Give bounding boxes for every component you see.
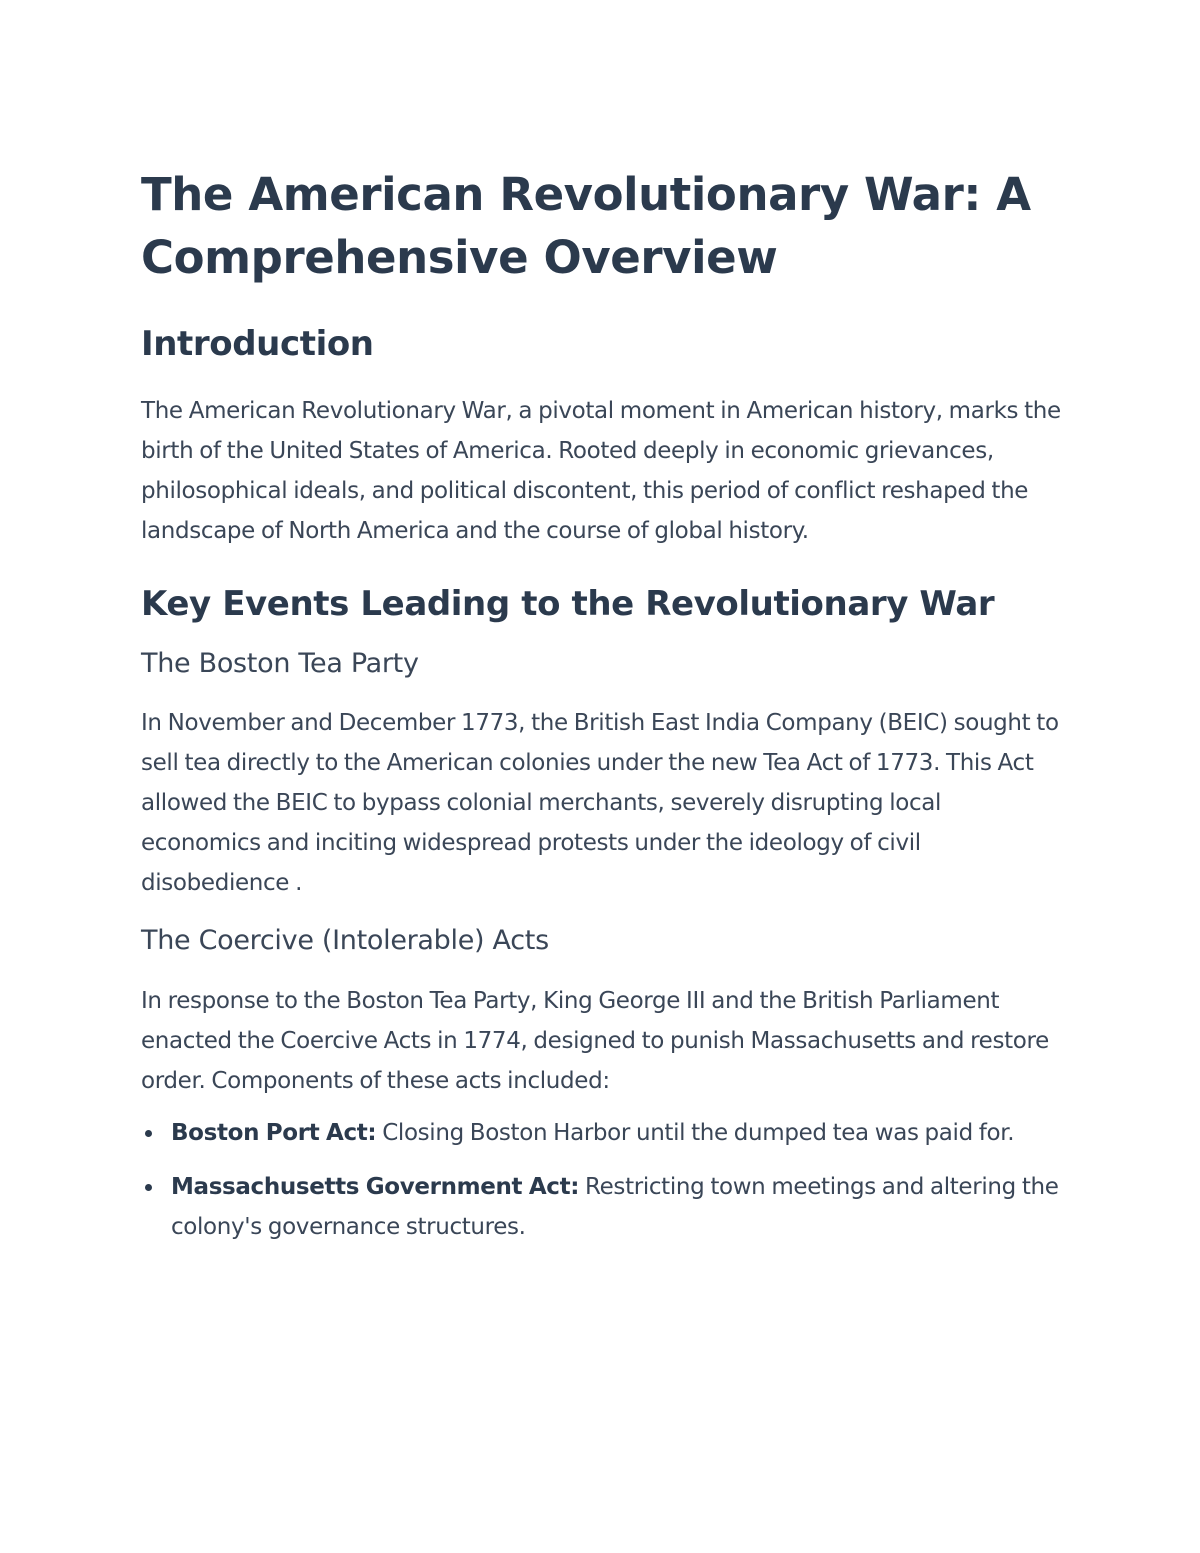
list-item-massachusetts-government-act bbox=[141, 1167, 1061, 1247]
list-item-text: Closing Boston Harbor until the dumped tea was paid for. bbox=[376, 1120, 1015, 1146]
list-item-term: Boston Port Act: bbox=[171, 1120, 377, 1146]
introduction-paragraph: The American Revolutionary War, a pivotal moment in American history, marks the birth of the United States of America. Rooted deeply in economic grievances, philosophical ideals, and political discontent, this period of conflict reshaped the landscape of North America and the course of global history. bbox=[141, 398, 1061, 544]
bullet-icon bbox=[145, 1130, 152, 1137]
bullet-icon bbox=[145, 1184, 152, 1191]
coercive-acts-paragraph: In response to the Boston Tea Party, King George III and the British Parliament enacted the Coercive Acts in 1774, designed to punish Massachusetts and restore order. Components of these acts included: bbox=[141, 988, 1049, 1094]
boston-tea-party-paragraph: In November and December 1773, the British East India Company (BEIC) sought to sell tea directly to the American colonies under the new Tea Act of 1773. This Act allowed the BEIC to bypass colonial merchants, severely disrupting local economics and inciting widespread protests under the ideology of civil disobedience . bbox=[141, 710, 1059, 896]
document-title: The American Revolutionary War: A Comprehensive Overview bbox=[141, 168, 1031, 284]
coercive-acts-list bbox=[141, 1113, 1061, 1247]
list-item-term: Massachusetts Government Act: bbox=[171, 1174, 580, 1200]
boston-tea-party-heading: The Boston Tea Party bbox=[141, 648, 419, 679]
list-item-boston-port-act bbox=[141, 1113, 1061, 1153]
key-events-heading: Key Events Leading to the Revolutionary War bbox=[141, 584, 995, 624]
coercive-acts-heading: The Coercive (Intolerable) Acts bbox=[141, 925, 549, 956]
introduction-heading: Introduction bbox=[141, 324, 374, 364]
document-page bbox=[141, 163, 1061, 1261]
list-item-text: Restricting town meetings and altering the colony's governance structures. bbox=[171, 1174, 1059, 1240]
